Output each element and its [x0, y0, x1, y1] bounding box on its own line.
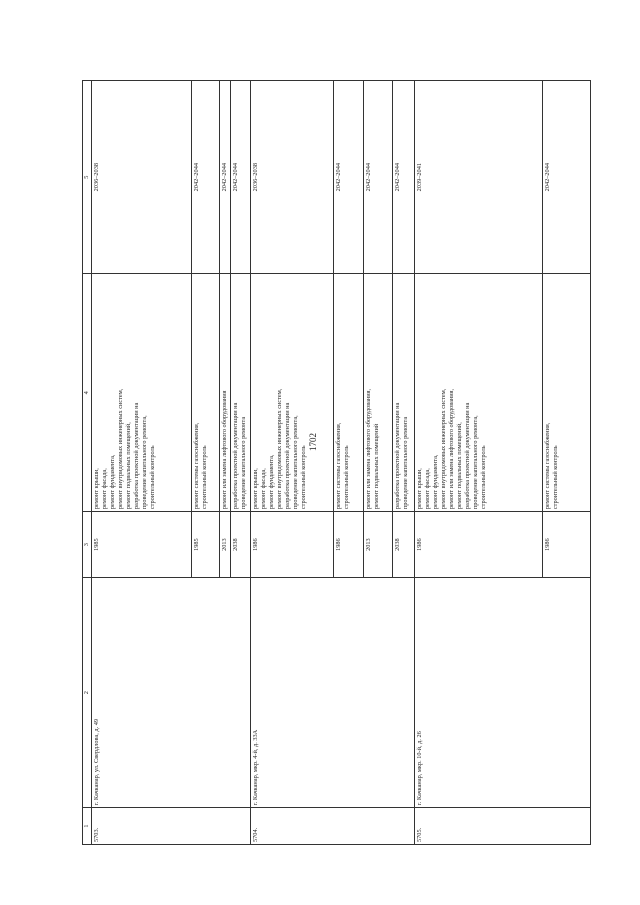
work-item: проведение капитального ремонта,: [472, 415, 480, 510]
work-item: ремонт крыши,: [416, 468, 424, 510]
year-cell: 1985: [92, 512, 192, 578]
period-cell: 2042–2044: [393, 81, 415, 274]
work-item: проведение капитального ремонта: [402, 416, 410, 510]
work-item: ремонт фасада,: [101, 468, 109, 510]
table-row: [251, 81, 334, 845]
period-cell: 2042–2044: [231, 81, 251, 274]
address-cell: г. Качканар, мкр. 4-й, д. 33А: [251, 578, 415, 808]
row-number-cell: 5704.: [251, 808, 415, 845]
year-cell: 2038: [393, 512, 415, 578]
work-item: строительный контроль: [149, 445, 157, 510]
works-cell: [393, 274, 415, 512]
works-cell: [220, 274, 231, 512]
period-cell: 2042–2044: [192, 81, 220, 274]
year-cell: 1986: [543, 512, 591, 578]
works-cell: [334, 274, 364, 512]
works-cell: [251, 274, 334, 512]
work-item: строительный контроль: [343, 445, 351, 510]
work-item: ремонт или замена лифтового оборудования,: [448, 388, 456, 510]
works-cell: [192, 274, 220, 512]
works-cell: [231, 274, 251, 512]
work-item: ремонт подвальных помещений,: [456, 422, 464, 510]
work-item: ремонт подвальных помещений: [373, 423, 381, 510]
period-cell: 2042–2044: [364, 81, 393, 274]
address-cell: г. Качканар, ул. Свердлова, д. 49: [92, 578, 251, 808]
period-cell: 2039–2041: [415, 81, 543, 274]
work-item: проведение капитального ремонта: [240, 416, 248, 510]
works-cell: [415, 274, 543, 512]
work-item: ремонт внутридомовых инженерных систем,: [117, 388, 125, 510]
page-number: 1702: [308, 433, 318, 451]
work-item: ремонт системы газоснабжения,: [544, 422, 552, 510]
year-cell: 2013: [364, 512, 393, 578]
table-container: [82, 80, 580, 845]
work-item: строительный контроль: [201, 445, 209, 510]
work-item: строительный контроль: [300, 445, 308, 510]
work-item: ремонт или замена лифтового оборудования: [221, 390, 229, 510]
work-item: ремонт внутридомовых инженерных систем,: [276, 388, 284, 510]
address-cell: г. Качканар, мкр. 10-й, д. 26: [415, 578, 591, 808]
year-cell: 1986: [334, 512, 364, 578]
work-item: ремонт системы газоснабжения,: [335, 422, 343, 510]
works-cell: [543, 274, 591, 512]
column-number-row: [83, 81, 92, 845]
period-cell: 2042–2044: [220, 81, 231, 274]
column-number: 3: [83, 512, 92, 578]
year-cell: 1986: [251, 512, 334, 578]
year-cell: 1985: [192, 512, 220, 578]
work-item: ремонт крыши,: [93, 468, 101, 510]
work-item: проведение капитального ремонта,: [292, 415, 300, 510]
row-number-cell: 5703.: [92, 808, 251, 845]
year-cell: 2038: [231, 512, 251, 578]
work-item: разработка проектной документации на: [464, 402, 472, 510]
period-cell: 2042–2044: [334, 81, 364, 274]
year-cell: 1986: [415, 512, 543, 578]
work-item: строительный контроль: [480, 445, 488, 510]
work-item: проведение капитального ремонта,: [141, 415, 149, 510]
work-item: разработка проектной документации на: [284, 402, 292, 510]
work-item: ремонт подвальных помещений,: [125, 422, 133, 510]
work-item: ремонт фундамента,: [109, 454, 117, 510]
work-item: ремонт фасада,: [424, 468, 432, 510]
works-cell: [364, 274, 393, 512]
table-row: [92, 81, 192, 845]
row-number-cell: 5705.: [415, 808, 591, 845]
table-row: [415, 81, 543, 845]
period-cell: 2036–2038: [92, 81, 192, 274]
work-item: ремонт или замена лифтового оборудования,: [365, 388, 373, 510]
work-item: разработка проектной документации на: [133, 402, 141, 510]
column-number: 2: [83, 578, 92, 808]
work-item: разработка проектной документации на: [232, 402, 240, 510]
column-number: 4: [83, 274, 92, 512]
work-item: ремонт внутридомовых инженерных систем,: [440, 388, 448, 510]
work-item: разработка проектной документации на: [394, 402, 402, 510]
year-cell: 2013: [220, 512, 231, 578]
work-item: ремонт системы газоснабжения,: [193, 422, 201, 510]
repair-schedule-table: [82, 80, 591, 845]
works-cell: [92, 274, 192, 512]
period-cell: 2042–2044: [543, 81, 591, 274]
column-number: 5: [83, 81, 92, 274]
period-cell: 2036–2038: [251, 81, 334, 274]
work-item: ремонт фундамента,: [432, 454, 440, 510]
column-number: 1: [83, 808, 92, 845]
work-item: ремонт крыши,: [252, 468, 260, 510]
work-item: ремонт фундамента,: [268, 454, 276, 510]
work-item: строительный контроль: [552, 445, 560, 510]
work-item: ремонт фасада,: [260, 468, 268, 510]
